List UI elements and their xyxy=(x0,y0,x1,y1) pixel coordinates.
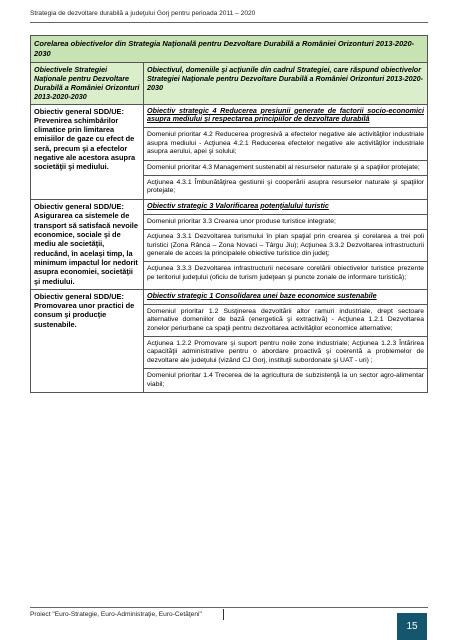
priority-domain: Domeniul prioritar 1.4 Trecerea de la agricultura de subzistenţă la un sector agro-alimentar viabil; xyxy=(147,372,425,388)
action-item: Acţiunea 4.3.1 Îmbunătăţirea gestiunii şi cooperării asupra resurselor naturale şi spaţiilor protejate; xyxy=(147,179,425,195)
footer-divider xyxy=(30,607,428,608)
table-row xyxy=(31,199,428,289)
row-divider xyxy=(144,368,427,369)
action-item: Acţiunea 1.2.2 Promovare şi suport pentru noile zone industriale; Acţiunea 1.2.3 Întărirea capacităţii administrative pentru o abordare proactivă şi coerentă a problemelor de dezvoltare ale judeţului (vizând CJ Gorj, instituţii subordonate şi UAT - uri) ; xyxy=(147,340,425,364)
row-divider xyxy=(144,160,427,161)
action-item: Acţiunea 3.3.3 Dezvoltarea infrastructurii necesare corelării obiectivelor turistice prezente pe teritoriul judeţului (oficiu de turism judeţean şi puncte zonale de informare turistică); xyxy=(147,265,425,281)
table-header-row xyxy=(31,62,428,104)
table-row xyxy=(31,104,428,199)
row-divider xyxy=(144,229,427,230)
row-divider xyxy=(144,304,427,305)
row-divider xyxy=(144,175,427,176)
column-header-left: Obiectivele Strategiei Naţionale pentru Dezvoltare Durabilă a României Orizonturi 2013-2020-2030 xyxy=(31,62,144,104)
action-item: Acţiunea 3.3.1 Dezvoltarea turismului în plan spaţial prin crearea şi corelarea a trei poli turistici (Zona Rânca – Zona Novaci – Târgu Jiu); Acţiunea 3.3.2 Dezvoltarea infrastructurii generale de acces la principalele obiective turistice din judeţ; xyxy=(147,233,425,258)
project-footer: Proiect "Euro-Strategie, Euro-Administraţie, Euro-Cetăţeni" xyxy=(30,611,202,618)
row-divider xyxy=(144,214,427,215)
strategy-response xyxy=(144,104,428,199)
running-header: Strategia de dezvoltare durabilă a judeţului Gorj pentru perioada 2011 – 2020 xyxy=(30,10,256,17)
table-title: Corelarea obiectivelor din Strategia Naţională pentru Dezvoltare Durabilă a României Orizonturi 2013-2020-2030 xyxy=(31,36,428,63)
correlation-table xyxy=(30,35,428,393)
strategic-objective: Obiectiv strategic 4 Reducerea presiunii generate de factorii socio-economici asupra mediului şi respectarea principiilor de dezvoltare durabilă xyxy=(147,105,425,124)
general-objective: Obiectiv general SDD/UE: Promovarea unor practici de consum şi producţie sustenabile. xyxy=(31,289,144,392)
row-divider xyxy=(144,336,427,337)
priority-domain: Domeniul prioritar 1.2 Susţinerea dezvoltării altor ramuri industriale, drept sectoare alternative domeniilor de bază (energetică şi extractivă) - Acţiunea 1.2.1 Dezvoltarea zonelor periurbane ca spaţii pentru dezvoltarea activităţilor economice alternative; xyxy=(147,307,425,332)
priority-domain: Domeniul prioritar 4.2 Reducerea progresivă a efectelor negative ale activităţilor industriale asupra mediului - Acţiunea 4.2.1 Reducerea efectelor negative ale activităţilor industriale asupra aerului, apei şi solului; xyxy=(147,131,425,156)
column-header-right: Obiectivul, domeniile şi acţiunile din cadrul Strategiei, care răspund obiectivelor Strategiei Naţionale pentru Dezvoltare Durabilă a României Orizonturi 2013-2020-2030 xyxy=(144,62,428,104)
row-divider xyxy=(144,127,427,128)
strategic-objective: Obiectiv strategic 1 Consolidarea unei baze economice sustenabile xyxy=(147,290,377,300)
row-divider xyxy=(144,261,427,262)
page-number: 15 xyxy=(397,613,427,640)
general-objective: Obiectiv general SDD/UE: Asigurarea ca sistemele de transport să satisfacă nevoile economice, sociale şi de mediu ale societăţii, reducând, în acelaşi timp, la minimum impactul lor nedorit asupra economiei, societăţii şi mediului. xyxy=(31,199,144,289)
priority-domain: Domeniul prioritar 3.3 Crearea unor produse turistice integrate; xyxy=(147,217,336,225)
footer-separator xyxy=(223,609,224,620)
strategy-response xyxy=(144,289,428,392)
priority-domain: Domeniul prioritar 4.3 Management sustenabil al resurselor naturale şi a spaţiilor protejate; xyxy=(147,163,420,171)
strategy-response xyxy=(144,199,428,289)
table-title-row xyxy=(31,36,428,63)
general-objective: Obiectiv general SDD/UE: Prevenirea schimbărilor climatice prin limitarea emisiilor de gaze cu efect de seră, precum şi a efectelor negative ale acestora asupra societăţii şi mediului. xyxy=(31,104,144,199)
table-row xyxy=(31,289,428,392)
header-divider xyxy=(30,22,428,23)
strategic-objective: Obiectiv strategic 3 Valorificarea potenţialului turistic xyxy=(147,200,329,210)
